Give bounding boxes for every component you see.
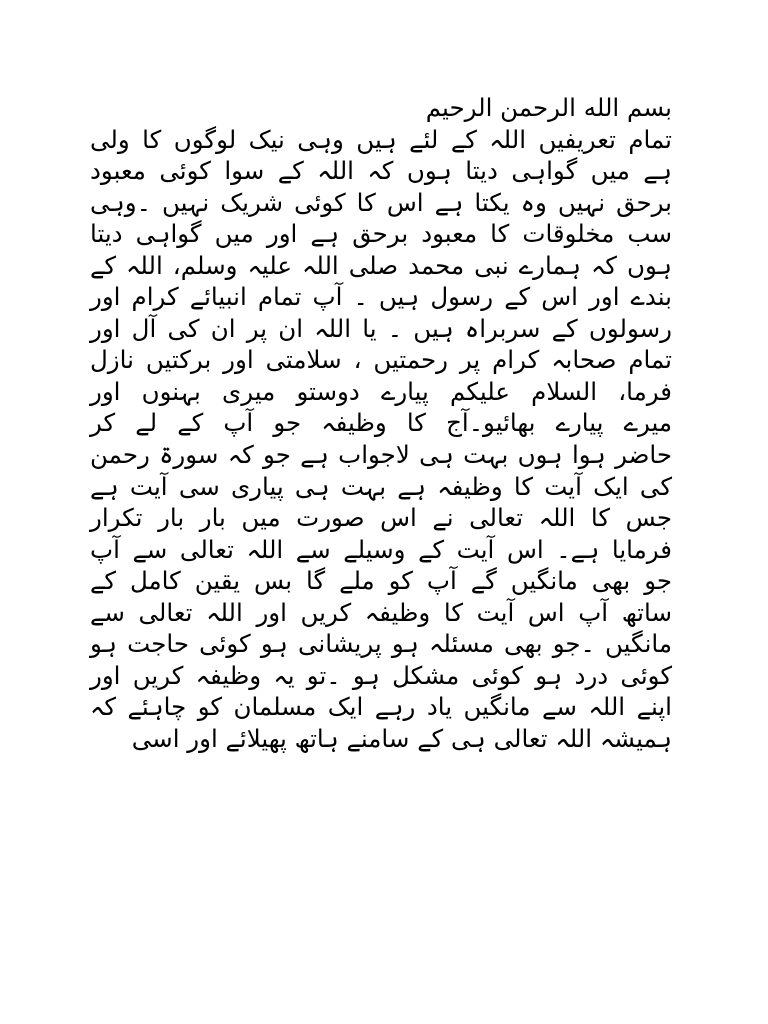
text-line: کی ایک آیت کا وظیفہ ہے بہت ہی پیاری سی آیت ہے — [90, 471, 672, 501]
text-line: بندے اور اس کے رسول ہیں ۔ آپ تمام انبیائے کرام اور — [90, 282, 672, 312]
urdu-text-block — [90, 92, 672, 754]
text-line: فرما، السلام علیکم پیارے دوستو میری بہنوں اور — [90, 376, 672, 406]
bismillah-heading: بسم الله الرحمن الرحیم — [425, 93, 672, 122]
text-line: ہے میں گواہی دیتا ہوں کہ اللہ کے سوا کوئی معبود — [90, 156, 672, 186]
text-line: برحق نہیں وہ یکتا ہے اس کا کوئی شریک نہیں ۔وہی — [90, 187, 672, 217]
text-line: کوئی درد ہو کوئی مشکل ہو ۔تو یہ وظیفہ کریں اور — [90, 660, 672, 690]
text-line: ہوں کہ ہمارے نبی محمد صلی اللہ علیہ وسلم، اللہ کے — [90, 250, 672, 280]
text-line: اپنے اللہ سے مانگیں یاد رہے ایک مسلمان کو چاہئے کہ — [90, 692, 672, 722]
text-line: فرمایا ہے۔ اس آیت کے وسیلے سے اللہ تعالی سے آپ — [90, 534, 672, 564]
text-line: ہمیشہ اللہ تعالی ہی کے سامنے ہاتھ پھیلائے اور اسی — [131, 723, 672, 753]
text-line: حاضر ہوا ہوں بہت ہی لاجواب ہے جو کہ سورۃ رحمن — [90, 440, 672, 470]
text-line: سب مخلوقات کا معبود برحق ہے اور میں گواہی دیتا — [90, 219, 672, 249]
text-line: جس کا اللہ تعالی نے اس صورت میں بار بار تکرار — [90, 503, 672, 533]
text-line: مانگیں ۔جو بھی مسئلہ ہو پریشانی ہو کوئی حاجت ہو — [90, 629, 672, 659]
text-line: میرے پیارے بھائیو۔آج کا وظیفہ جو آپ کے لے کر — [90, 408, 672, 438]
text-line: تمام تعریفیں اللہ کے لئے ہیں وہی نیک لوگوں کا ولی — [90, 124, 672, 154]
text-line: جو بھی مانگیں گے آپ کو ملے گا بس یقین کامل کے — [90, 566, 672, 596]
text-line: تمام صحابہ کرام پر رحمتیں ، سلامتی اور برکتیں نازل — [90, 345, 672, 375]
text-line: رسولوں کے سربراہ ہیں ۔ یا اللہ ان پر ان کی آل اور — [90, 313, 672, 343]
text-line: ساتھ آپ اس آیت کا وظیفہ کریں اور اللہ تعالی سے — [90, 597, 672, 627]
